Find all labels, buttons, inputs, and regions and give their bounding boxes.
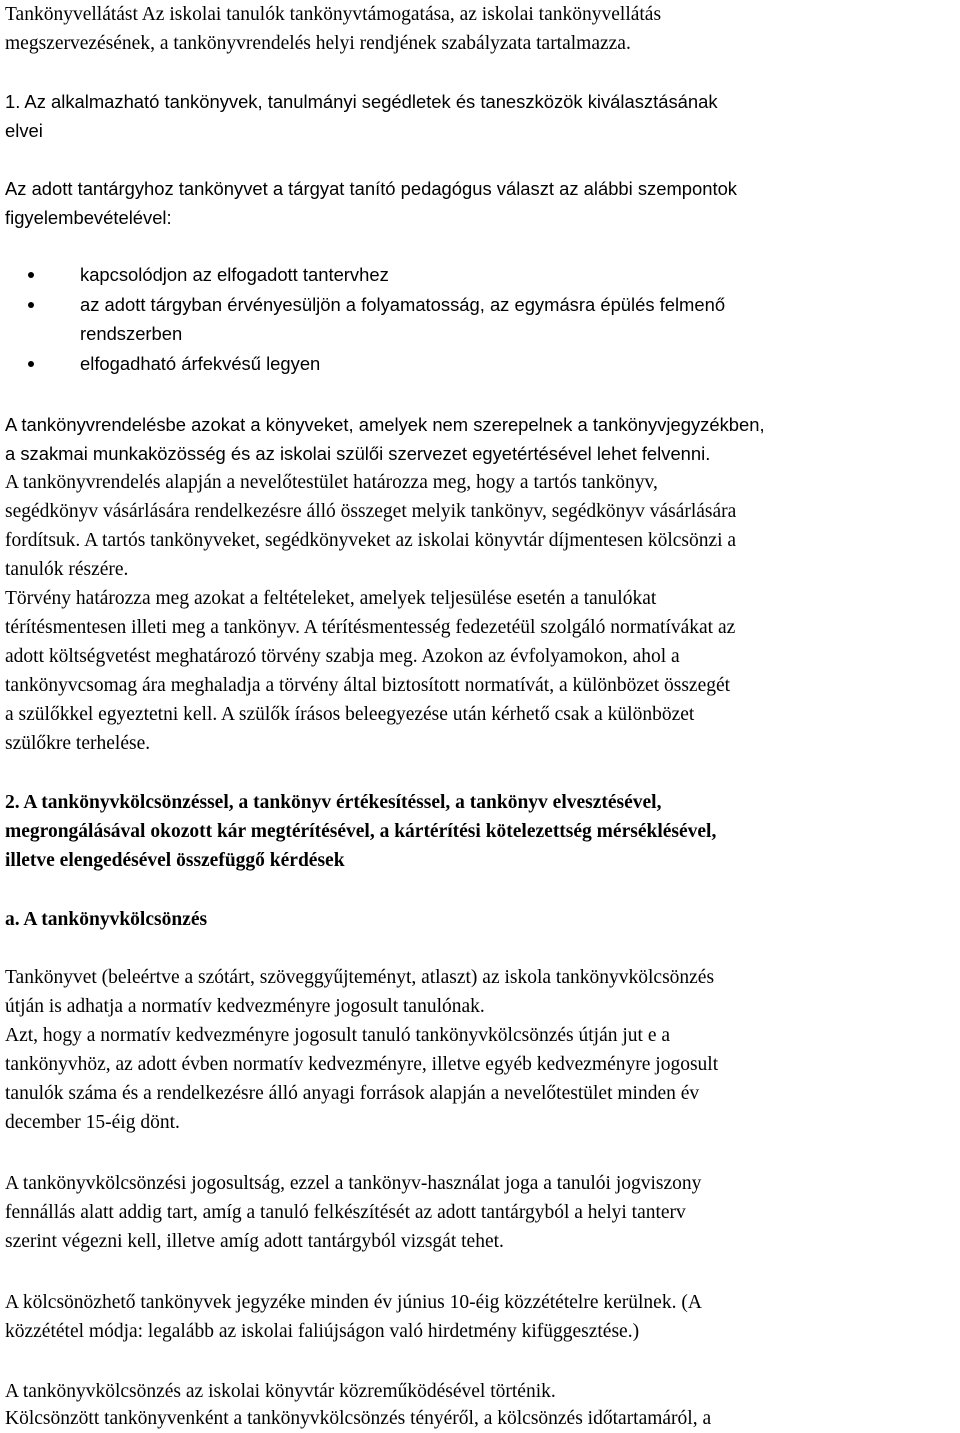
section2-p2-line-3: szerint végezni kell, illetve amíg adott tantárgyból vizsgát tehet. xyxy=(5,1231,504,1252)
section2-p1-line-3: Azt, hogy a normatív kedvezményre jogosult tanuló tankönyvkölcsönzés útján jut e a xyxy=(5,1025,670,1046)
bullet-icon xyxy=(28,361,34,367)
section2-heading-line-1: 2. A tankönyvkölcsönzéssel, a tankönyv értékesítéssel, a tankönyv elvesztésével, xyxy=(5,792,662,813)
section1-p2-line-6: térítésmentesen illeti meg a tankönyv. A térítésmentesség fedezetéül szolgáló normatívákat az xyxy=(5,617,736,638)
section2-heading-line-3: illetve elengedésével összefüggő kérdések xyxy=(5,850,345,871)
section1-p2-line-1: A tankönyvrendelés alapján a nevelőtestület határozza meg, hogy a tartós tankönyv, xyxy=(5,472,658,493)
section2-p3-line-1: A kölcsönözhető tankönyvek jegyzéke minden év június 10-éig közzétételre kerülnek. (A xyxy=(5,1292,702,1313)
bullet-item-2-continued: rendszerben xyxy=(80,323,183,344)
section1-heading-line-1: 1. Az alkalmazható tankönyvek, tanulmányi segédletek és taneszközök kiválasztásának xyxy=(5,91,718,112)
section2-p1-line-6: december 15-éig dönt. xyxy=(5,1112,180,1133)
section2-p2-line-2: fennállás alatt addig tart, amíg a tanuló felkészítését az adott tantárgyból a helyi tanterv xyxy=(5,1202,686,1223)
bullet-item-2: az adott tárgyban érvényesüljön a folyamatosság, az egymásra épülés felmenő xyxy=(80,294,726,315)
section2-subheading-a: a. A tankönyvkölcsönzés xyxy=(5,909,208,930)
section1-paragraph-line-1: Az adott tantárgyhoz tankönyvet a tárgyat tanító pedagógus választ az alábbi szempontok xyxy=(5,178,737,199)
section1-p2-line-7: adott költségvetést meghatározó törvény szabja meg. Azokon az évfolyamokon, ahol a xyxy=(5,646,680,667)
bullet-icon xyxy=(28,272,34,278)
intro-line-1: Tankönyvellátást Az iskolai tanulók tankönyvtámogatása, az iskolai tankönyvellátás xyxy=(5,4,662,25)
section1-p2-line-5: Törvény határozza meg azokat a feltételeket, amelyek teljesülése esetén a tanulókat xyxy=(5,588,657,609)
section2-p2-line-1: A tankönyvkölcsönzési jogosultság, ezzel a tankönyv-használat joga a tanulói jogviszony xyxy=(5,1173,702,1194)
section1-p1-line-1: A tankönyvrendelésbe azokat a könyveket, amelyek nem szerepelnek a tankönyvjegyzékben, xyxy=(5,414,765,435)
section1-p1-line-2: a szakmai munkaközösség és az iskolai szülői szervezet egyetértésével lehet felvenni. xyxy=(5,443,711,464)
section1-p2-line-9: a szülőkkel egyeztetni kell. A szülők írásos beleegyezése után kérhető csak a különbözet xyxy=(5,704,695,725)
section2-p4-line-1: A tankönyvkölcsönzés az iskolai könyvtár közreműködésével történik. xyxy=(5,1381,556,1402)
intro-line-2: megszervezésének, a tankönyvrendelés helyi rendjének szabályzata tartalmazza. xyxy=(5,33,631,54)
section1-p2-line-3: fordítsuk. A tartós tankönyveket, segédkönyveket az iskolai könyvtár díjmentesen kölcsönzi a xyxy=(5,530,737,551)
section1-p2-line-8: tankönyvcsomag ára meghaladja a törvény által biztosított normatívát, a különbözet összegét xyxy=(5,675,731,696)
section1-p2-line-10: szülőkre terhelése. xyxy=(5,733,151,754)
section2-p1-line-2: útján is adhatja a normatív kedvezményre jogosult tanulónak. xyxy=(5,996,485,1017)
section1-p2-line-4: tanulók részére. xyxy=(5,559,129,580)
bullet-item-3: elfogadható árfekvésű legyen xyxy=(80,353,321,374)
section1-p2-line-2: segédkönyv vásárlására rendelkezésre álló összeget melyik tankönyv, segédkönyv vásárlására xyxy=(5,501,737,522)
section2-p3-line-2: közzététel módja: legalább az iskolai faliújságon való hirdetmény kifüggesztése.) xyxy=(5,1321,640,1342)
section1-heading-line-2: elvei xyxy=(5,120,43,141)
section2-p1-line-1: Tankönyvet (beleértve a szótárt, szöveggyűjteményt, atlaszt) az iskola tankönyvkölcsönzés xyxy=(5,967,715,988)
section2-p1-line-4: tankönyvhöz, az adott évben normatív kedvezményre, illetve egyéb kedvezményre jogosult xyxy=(5,1054,719,1075)
section2-heading-line-2: megrongálásával okozott kár megtérítésével, a kártérítési kötelezettség mérséklésével, xyxy=(5,821,717,842)
section2-p4-line-2: Kölcsönzött tankönyvenként a tankönyvkölcsönzés tényéről, a kölcsönzés időtartamáról, a xyxy=(5,1408,712,1429)
section2-p1-line-5: tanulók száma és a rendelkezésre álló anyagi források alapján a nevelőtestület minden év xyxy=(5,1083,700,1104)
bullet-item-1: kapcsolódjon az elfogadott tantervhez xyxy=(80,264,389,285)
bullet-icon xyxy=(28,302,34,308)
section1-paragraph-line-2: figyelembevételével: xyxy=(5,207,172,228)
